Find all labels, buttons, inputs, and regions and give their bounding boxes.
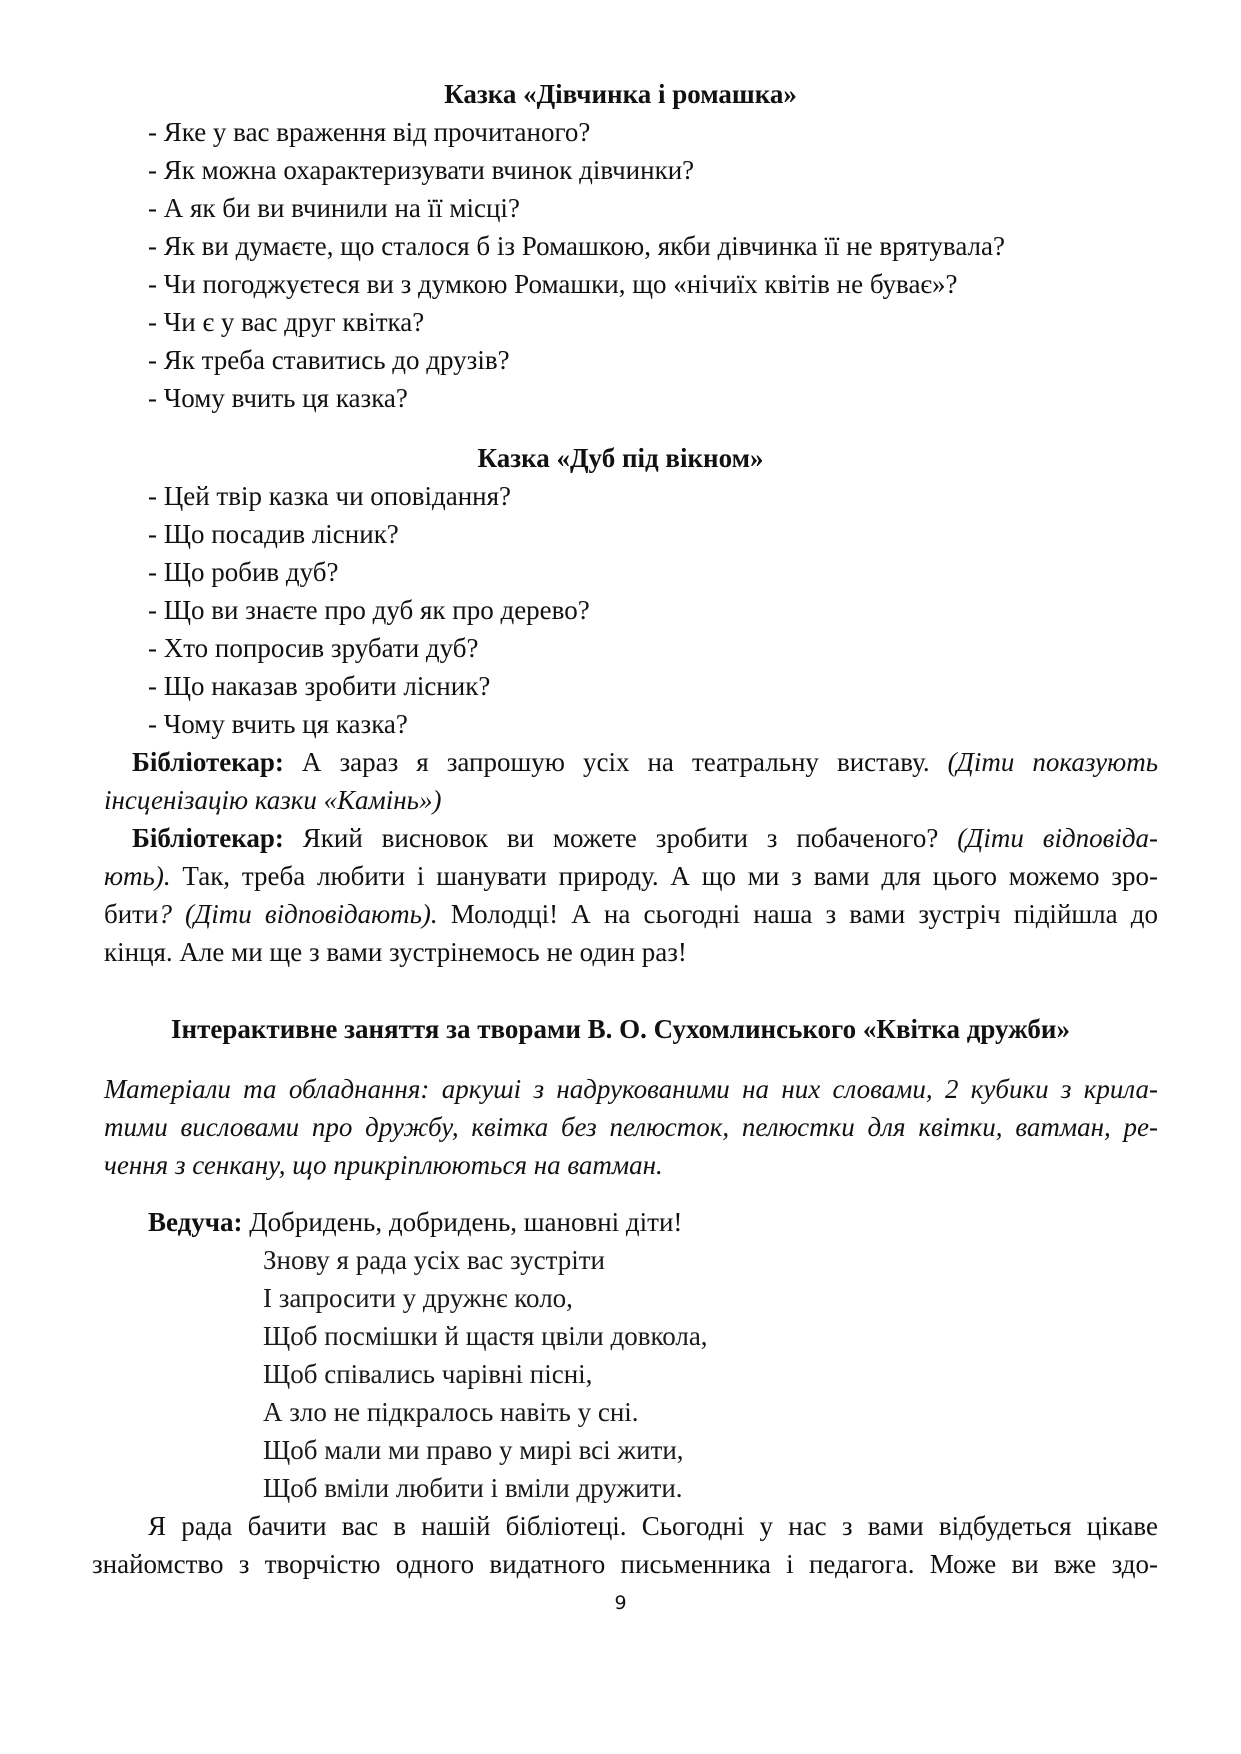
paragraph-text: Який висновок ви можете зробити з побаченого?	[283, 823, 958, 853]
paragraph-line	[104, 743, 1158, 781]
section-title-divchynka: Казка «Дівчинка і ромашка»	[444, 79, 797, 109]
question-item: - Яке у вас враження від прочитаного?	[148, 117, 591, 147]
paragraph-line	[104, 857, 1158, 895]
greeting-text: Добридень, добридень, шановні діти!	[242, 1207, 683, 1237]
poem-line: Щоб посмішки й щастя цвіли довкола,	[263, 1321, 708, 1351]
materials-line: Матеріали та обладнання: аркуші з надрукованими на них словами, 2 кубики з крила-	[104, 1074, 1158, 1104]
stage-direction: (Діти показують	[947, 747, 1158, 777]
speaker-label: Ведуча:	[148, 1207, 243, 1237]
question-item: - Цей твір казка чи оповідання?	[148, 481, 512, 511]
stage-direction: ють).	[104, 861, 171, 891]
poem-line: Знову я рада усіх вас зустріти	[263, 1245, 605, 1275]
paragraph-text: Так, треба любити і шанувати природу. А що ми з вами для цього можемо зро-	[170, 861, 1158, 891]
question-item: - Як можна охарактеризувати вчинок дівчинки?	[148, 155, 695, 185]
poem-line: Щоб мали ми право у мирі всі жити,	[263, 1435, 684, 1465]
paragraph-line: знайомство з творчістю одного видатного письменника і педагога. Може ви вже здо-	[92, 1549, 1158, 1579]
question-item: - Як ви думаєте, що сталося б із Ромашкою, якби дівчинка її не врятувала?	[148, 231, 1005, 261]
poem	[263, 1241, 708, 1507]
question-item: - Чому вчить ця казка?	[148, 383, 408, 413]
materials-paragraph	[104, 1070, 1158, 1184]
section-title-kvitka-druzhby: Інтерактивне заняття за творами В. О. Сухомлинського «Квітка дружби»	[171, 1014, 1070, 1044]
materials-line: чення з сенкану, що прикріплюються на ватман.	[104, 1150, 663, 1180]
stage-direction: ? (Діти відповідають).	[158, 899, 438, 929]
poem-line: А зло не підкралось навіть у сні.	[263, 1397, 639, 1427]
stage-direction: інсценізацію казки «Камінь»)	[104, 785, 442, 815]
paragraph-text: А зараз я запрошую усіх на театральну виставу.	[283, 747, 948, 777]
question-item: - Що посадив лісник?	[148, 519, 399, 549]
question-item: - Що робив дуб?	[148, 557, 339, 587]
paragraph-line: Я рада бачити вас в нашій бібліотеці. Сьогодні у нас з вами відбудеться цікаве	[148, 1511, 1158, 1541]
question-item: - Як треба ставитись до друзів?	[148, 345, 510, 375]
question-item: - Чи є у вас друг квітка?	[148, 307, 425, 337]
question-item: - Що наказав зробити лісник?	[148, 671, 491, 701]
section-title-dub: Казка «Дуб під вікном»	[477, 443, 764, 473]
host-greeting	[148, 1203, 682, 1241]
question-item: - Чому вчить ця казка?	[148, 709, 408, 739]
question-item: - Хто попросив зрубати дуб?	[148, 633, 479, 663]
poem-line: І запросити у дружнє коло,	[263, 1283, 573, 1313]
librarian-paragraph-1	[104, 743, 1158, 819]
speaker-label: Бібліотекар:	[132, 823, 284, 853]
paragraph-line: кінця. Але ми ще з вами зустрінемось не один раз!	[104, 937, 687, 967]
speaker-label: Бібліотекар:	[132, 747, 284, 777]
paragraph-text: бити	[104, 899, 159, 929]
question-item: - Що ви знаєте про дуб як про дерево?	[148, 595, 590, 625]
poem-line: Щоб вміли любити і вміли дружити.	[263, 1473, 683, 1503]
stage-direction: (Діти відповіда-	[957, 823, 1158, 853]
question-item: - Чи погоджуєтеся ви з думкою Ромашки, що «нічиїх квітів не буває»?	[148, 269, 958, 299]
host-paragraph	[92, 1507, 1158, 1583]
question-item: - А як би ви вчинили на її місці?	[148, 193, 520, 223]
librarian-paragraph-2	[104, 819, 1158, 971]
paragraph-text: Молодці! А на сьогодні наша з вами зустріч підійшла до	[437, 899, 1158, 929]
materials-line: тими висловами про дружбу, квітка без пелюсток, пелюстки для квітки, ватман, ре-	[104, 1112, 1158, 1142]
paragraph-line	[104, 895, 1158, 933]
page-number: 9	[614, 1592, 627, 1614]
poem-line: Щоб співались чарівні пісні,	[263, 1359, 593, 1389]
paragraph-line	[104, 819, 1158, 857]
